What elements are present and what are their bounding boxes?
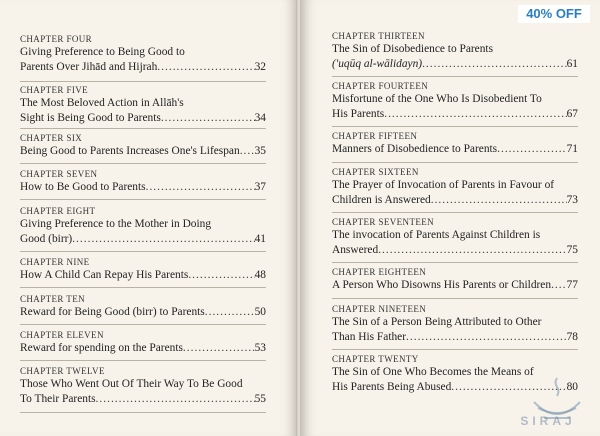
chapter-label: CHAPTER SIXTEEN	[332, 167, 419, 177]
chapter-title-last-line	[20, 392, 266, 407]
toc-entry-chapter-six	[20, 132, 266, 159]
divider	[20, 251, 266, 252]
chapter-title-text: Children is Answered	[332, 194, 431, 206]
page-number: 34	[254, 112, 266, 124]
chapter-title-text: Than His Father	[332, 331, 407, 343]
chapter-title-text: Parents Over Jihād and Hijrah	[20, 61, 158, 73]
divider	[332, 349, 578, 350]
dot-leader	[497, 142, 566, 157]
chapter-title-line: The Sin of One Who Becomes the Means of	[332, 366, 534, 378]
chapter-title-line: The Sin of Disobedience to Parents	[332, 43, 494, 55]
toc-entry-chapter-fourteen	[332, 80, 578, 122]
divider	[332, 76, 578, 77]
chapter-title-text: Good (birr)	[20, 233, 73, 245]
dot-leader	[188, 268, 254, 283]
chapter-title-text: ('uqūq al-wālidayn)	[332, 58, 423, 70]
dot-leader	[157, 60, 254, 75]
divider	[20, 128, 266, 129]
chapter-title-text: To Their Parents	[20, 393, 96, 405]
toc-entry-chapter-seventeen	[332, 216, 578, 258]
page-number: 48	[254, 269, 266, 281]
toc-entry-chapter-four	[20, 33, 266, 75]
chapter-label: CHAPTER TWENTY	[332, 354, 419, 364]
toc-entry-chapter-nineteen	[332, 303, 578, 345]
chapter-title-last-line	[332, 243, 578, 258]
dot-leader	[384, 107, 566, 122]
watermark-text: SIRAJ	[520, 414, 576, 428]
divider	[332, 298, 578, 299]
chapter-label: CHAPTER FOUR	[20, 34, 93, 44]
dot-leader	[431, 193, 567, 208]
chapter-title-last-line	[332, 193, 578, 208]
toc-entry-chapter-twelve	[20, 365, 266, 407]
page-number: 32	[254, 61, 266, 73]
chapter-label: CHAPTER FIFTEEN	[332, 131, 418, 141]
chapter-title-line: Misfortune of the One Who Is Disobedient To	[332, 93, 542, 105]
chapter-title-text: Manners of Disobedience to Parents	[332, 143, 498, 155]
toc-entry-chapter-fifteen	[332, 130, 578, 157]
page-number: 75	[566, 244, 578, 256]
page-number: 77	[566, 279, 578, 291]
divider	[20, 81, 266, 82]
dot-leader	[378, 243, 566, 258]
toc-entry-chapter-five	[20, 84, 266, 126]
dot-leader	[183, 341, 255, 356]
divider	[20, 163, 266, 164]
discount-badge: 40% OFF	[518, 5, 590, 23]
chapter-label: CHAPTER SEVEN	[20, 169, 98, 179]
page-number: 53	[254, 342, 266, 354]
chapter-title-last-line	[332, 278, 578, 293]
divider	[332, 126, 578, 127]
dot-leader	[240, 144, 255, 159]
chapter-label: CHAPTER NINE	[20, 257, 90, 267]
dot-leader	[422, 57, 567, 72]
chapter-label: CHAPTER TEN	[20, 294, 85, 304]
page-number: 67	[566, 108, 578, 120]
dot-leader	[72, 232, 254, 247]
chapter-label: CHAPTER SEVENTEEN	[332, 217, 435, 227]
divider	[20, 287, 266, 288]
divider	[332, 212, 578, 213]
toc-entry-chapter-eight	[20, 205, 266, 247]
toc-entry-chapter-nine	[20, 256, 266, 283]
chapter-title-last-line	[332, 107, 578, 122]
dot-leader	[551, 278, 567, 293]
divider	[20, 199, 266, 200]
divider	[20, 412, 266, 413]
dot-leader	[205, 305, 255, 320]
chapter-title-last-line	[20, 268, 266, 283]
chapter-title-line: The Sin of a Person Being Attributed to Other	[332, 316, 542, 328]
chapter-title-last-line	[20, 144, 266, 159]
chapter-label: CHAPTER FIVE	[20, 85, 89, 95]
divider	[332, 162, 578, 163]
dot-leader	[146, 180, 255, 195]
page-number: 37	[254, 181, 266, 193]
chapter-title-last-line	[20, 180, 266, 195]
divider	[20, 324, 266, 325]
chapter-title-text: Being Good to Parents Increases One's Lifespan	[20, 145, 240, 157]
chapter-title-text: Reward for Being Good (birr) to Parents	[20, 306, 205, 318]
toc-entry-chapter-sixteen	[332, 166, 578, 208]
chapter-title-last-line	[332, 57, 578, 72]
toc-entry-chapter-eighteen	[332, 266, 578, 293]
chapter-title-text: Answered	[332, 244, 379, 256]
chapter-title-last-line	[20, 60, 266, 75]
page-number: 35	[254, 145, 266, 157]
left-page	[0, 0, 298, 436]
chapter-title-last-line	[20, 341, 266, 356]
dot-leader	[161, 111, 255, 126]
chapter-title-line: The Prayer of Invocation of Parents in Favour of	[332, 179, 555, 191]
page-number: 41	[254, 233, 266, 245]
page-number: 73	[566, 194, 578, 206]
chapter-label: CHAPTER ELEVEN	[20, 330, 104, 340]
chapter-label: CHAPTER THIRTEEN	[332, 31, 425, 41]
chapter-title-line: Giving Preference to the Mother in Doing	[20, 218, 212, 230]
chapter-title-text: Reward for spending on the Parents	[20, 342, 183, 354]
chapter-title-last-line	[332, 142, 578, 157]
page-number: 55	[254, 393, 266, 405]
divider	[20, 360, 266, 361]
chapter-label: CHAPTER FOURTEEN	[332, 81, 429, 91]
chapter-title-line: The invocation of Parents Against Children is	[332, 229, 541, 241]
page-number: 71	[566, 143, 578, 155]
chapter-label: CHAPTER EIGHT	[20, 206, 96, 216]
chapter-title-text: His Parents	[332, 108, 385, 120]
chapter-title-line: The Most Beloved Action in Allāh's	[20, 97, 184, 109]
toc-entry-chapter-eleven	[20, 329, 266, 356]
chapter-title-text: How A Child Can Repay His Parents	[20, 269, 189, 281]
chapter-title-last-line	[20, 232, 266, 247]
chapter-title-line: Giving Preference to Being Good to	[20, 46, 185, 58]
page-number: 50	[254, 306, 266, 318]
page-number: 61	[566, 58, 578, 70]
chapter-title-line: Those Who Went Out Of Their Way To Be Good	[20, 378, 243, 390]
chapter-title-text: Sight is Being Good to Parents	[20, 112, 161, 124]
chapter-title-text: A Person Who Disowns His Parents or Children	[332, 279, 552, 291]
toc-entry-chapter-seven	[20, 168, 266, 195]
chapter-label: CHAPTER NINETEEN	[332, 304, 427, 314]
chapter-title-text: His Parents Being Abused	[332, 381, 452, 393]
chapter-title-text: How to Be Good to Parents	[20, 181, 146, 193]
dot-leader	[406, 330, 567, 345]
chapter-label: CHAPTER SIX	[20, 133, 83, 143]
divider	[332, 262, 578, 263]
toc-entry-chapter-thirteen	[332, 30, 578, 72]
page-number: 80	[566, 381, 578, 393]
chapter-title-last-line	[332, 330, 578, 345]
chapter-title-last-line	[20, 305, 266, 320]
chapter-title-last-line	[20, 111, 266, 126]
dot-leader	[96, 392, 255, 407]
page-number: 78	[566, 331, 578, 343]
right-page	[300, 0, 600, 436]
chapter-label: CHAPTER EIGHTEEN	[332, 267, 427, 277]
toc-entry-chapter-ten	[20, 293, 266, 320]
chapter-label: CHAPTER TWELVE	[20, 366, 105, 376]
